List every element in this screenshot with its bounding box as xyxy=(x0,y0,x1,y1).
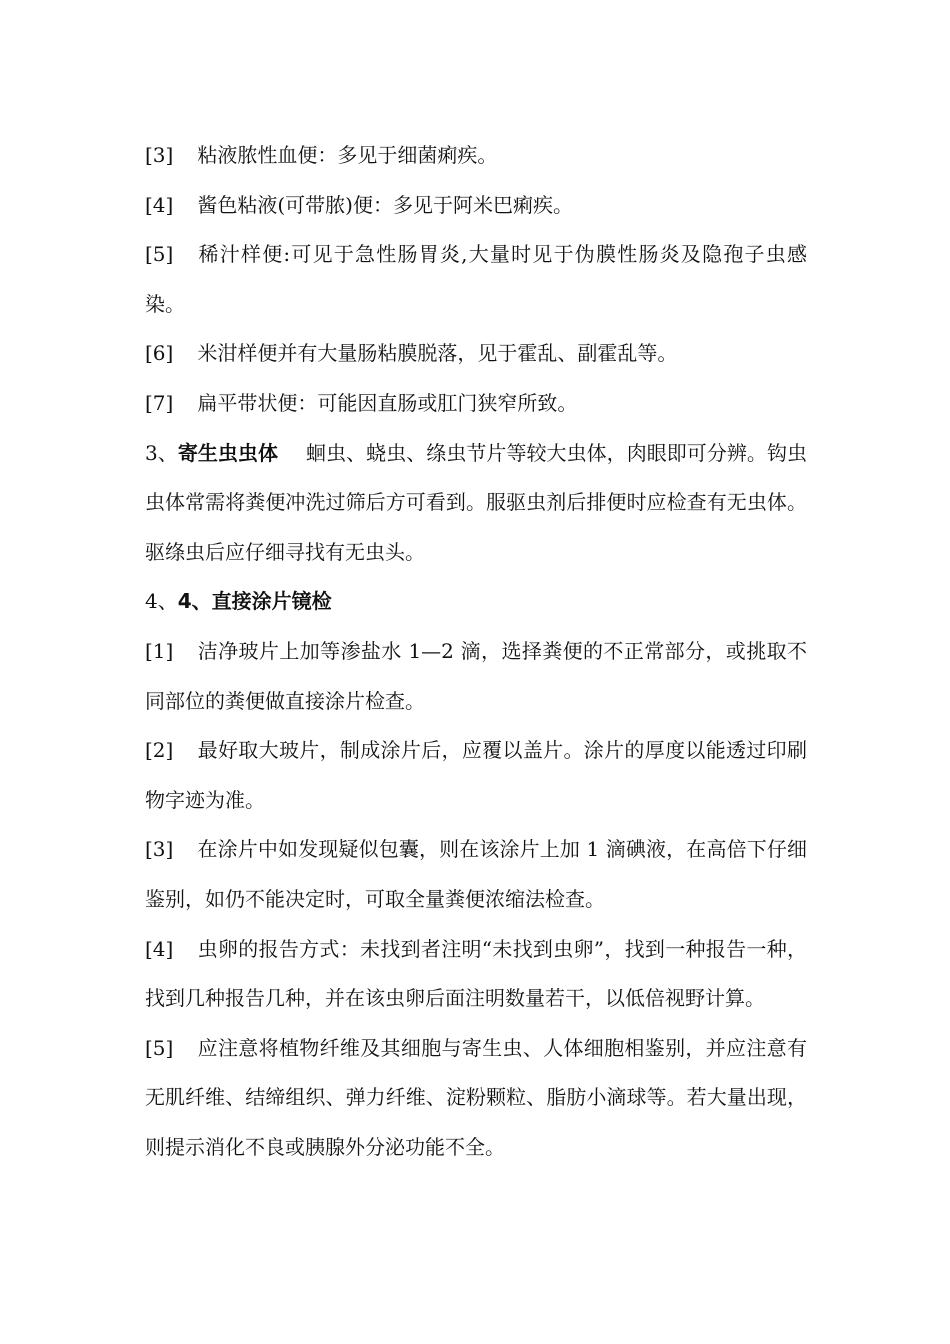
item-marker: [5] xyxy=(145,1035,174,1060)
smear-item-3 xyxy=(145,825,807,924)
section-number: 3、 xyxy=(145,440,178,465)
item-marker: [7] xyxy=(145,390,174,415)
item-marker: [4] xyxy=(145,192,174,217)
smear-item-1 xyxy=(145,627,807,726)
item-text: 最好取大玻片，制成涂片后，应覆以盖片。涂片的厚度以能透过印刷物字迹为准。 xyxy=(145,738,807,812)
item-marker: [4] xyxy=(145,936,174,961)
list-item-7 xyxy=(145,379,807,429)
item-text: 在涂片中如发现疑似包囊，则在该涂片上加 1 滴碘液，在高倍下仔细鉴别，如仍不能决定时，可取全量粪便浓缩法检查。 xyxy=(145,837,807,911)
section-text: 蛔虫、蛲虫、绦虫节片等较大虫体，肉眼即可分辨。钩虫虫体常需将粪便冲洗过筛后方可看到。服驱虫剂后排便时应检查有无虫体。驱绦虫后应仔细寻找有无虫头。 xyxy=(145,440,808,564)
item-text: 应注意将植物纤维及其细胞与寄生虫、人体细胞相鉴别，并应注意有无肌纤维、结缔组织、弹力纤维、淀粉颗粒、脂肪小滴球等。若大量出现，则提示消化不良或胰腺外分泌功能不全。 xyxy=(145,1035,807,1159)
item-marker: [1] xyxy=(145,638,174,663)
section-parasites xyxy=(145,429,807,578)
section-smear-heading xyxy=(145,577,807,627)
list-item-3 xyxy=(145,131,807,181)
section-heading: 4、直接涂片镜检 xyxy=(177,589,332,614)
list-item-5 xyxy=(145,230,807,329)
list-item-6 xyxy=(145,329,807,379)
item-text: 稀汁样便:可见于急性肠胃炎,大量时见于伪膜性肠炎及隐孢子虫感染。 xyxy=(145,242,807,316)
smear-item-2 xyxy=(145,726,807,825)
smear-item-4 xyxy=(145,925,807,1024)
list-item-4 xyxy=(145,181,807,231)
item-marker: [6] xyxy=(145,341,174,366)
item-marker: [2] xyxy=(145,738,174,763)
item-text: 粘液脓性血便：多见于细菌痢疾。 xyxy=(197,143,498,167)
section-number: 4、 xyxy=(145,589,178,614)
item-marker: [5] xyxy=(145,242,174,267)
section-heading: 寄生虫虫体 xyxy=(177,440,279,465)
item-text: 洁净玻片上加等渗盐水 1—2 滴，选择粪便的不正常部分，或挑取不同部位的粪便做直接涂片检查。 xyxy=(145,638,807,713)
item-marker: [3] xyxy=(145,143,174,167)
document-body xyxy=(145,131,807,1172)
item-text: 扁平带状便：可能因直肠或肛门狭窄所致。 xyxy=(197,390,578,415)
item-text: 酱色粘液(可带脓)便：多见于阿米巴痢疾。 xyxy=(197,192,573,217)
item-marker: [3] xyxy=(145,837,174,862)
smear-item-5 xyxy=(145,1024,807,1173)
item-text: 虫卵的报告方式：未找到者注明“未找到虫卵”，找到一种报告一种，找到几种报告几种，并在该虫卵后面注明数量若干，以低倍视野计算。 xyxy=(145,936,807,1011)
item-text: 米泔样便并有大量肠粘膜脱落，见于霍乱、副霍乱等。 xyxy=(197,341,678,366)
